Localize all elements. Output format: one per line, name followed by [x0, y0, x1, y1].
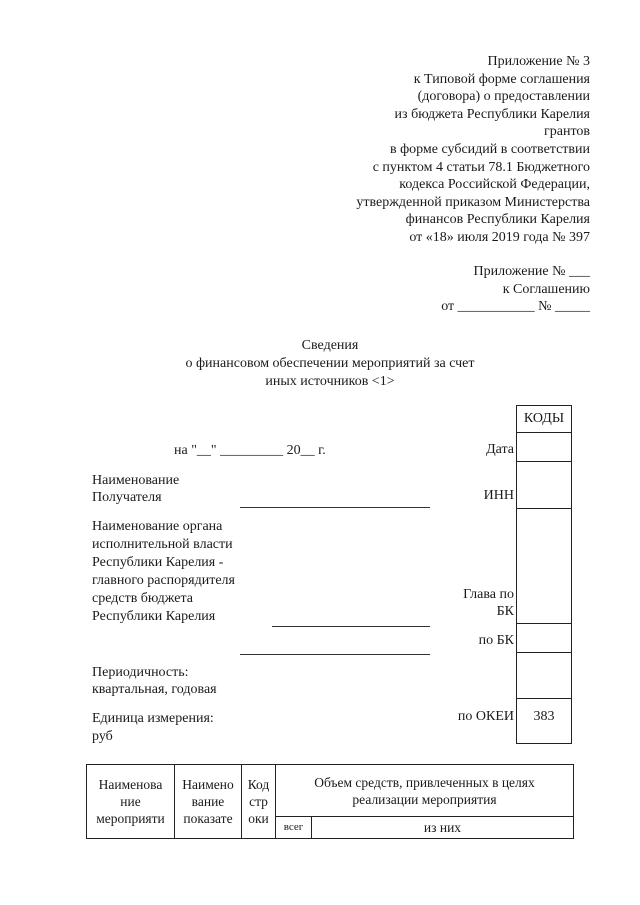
title-line-2: о финансовом обеспечении мероприятий за счет [185, 356, 475, 371]
appendix-line: грантов [544, 124, 590, 140]
authority-label-line: главного распорядителя [92, 573, 235, 588]
col-indicator-name-header: Наимено вание показате [175, 765, 242, 839]
appendix-line: с пунктом 4 статьи 78.1 Бюджетного [372, 159, 590, 175]
code-bk-cell[interactable] [516, 624, 572, 653]
authority-name-field[interactable] [272, 626, 430, 627]
inn-code-label: ИНН [483, 488, 514, 503]
col-event-name-header: Наименова ние мероприяти [87, 765, 175, 839]
unit-label-1: Единица измерения: [92, 711, 214, 726]
agreement-appendix-number: Приложение № ___ [473, 264, 590, 279]
code-date-cell[interactable] [516, 433, 572, 462]
report-date-line: на "__" _________ 20__ г. [174, 443, 326, 458]
authority-label-line: средств бюджета [92, 591, 194, 606]
recipient-label-2: Получателя [92, 490, 162, 505]
title-line-1: Сведения [301, 338, 359, 353]
periodicity-label-2: квартальная, годовая [92, 682, 217, 697]
appendix-header [290, 53, 590, 247]
periodicity-label-1: Периодичность: [92, 665, 189, 680]
authority-extra-field[interactable] [240, 654, 430, 655]
unit-label-2: руб [92, 729, 113, 744]
appendix-line: кодекса Российской Федерации, [399, 177, 590, 193]
authority-label [92, 518, 235, 626]
code-okei-cell: 383 [516, 699, 572, 744]
bk-code-label: по БК [478, 633, 514, 648]
col-total-header: всег [276, 817, 312, 839]
appendix-line: утвержденной приказом Министерства [356, 194, 590, 210]
codes-header: КОДЫ [516, 405, 572, 433]
appendix-line: из бюджета Республики Карелия [394, 106, 590, 122]
financing-table [86, 764, 574, 839]
authority-label-line: Наименование органа [92, 519, 223, 534]
chapter-code-label-1: Глава по [463, 587, 514, 602]
appendix-line: к Типовой форме соглашения [413, 71, 590, 87]
col-row-code-header: Код стр оки [242, 765, 276, 839]
code-periodicity-cell[interactable] [516, 653, 572, 699]
code-inn-cell[interactable] [516, 462, 572, 509]
appendix-line: в форме субсидий в соответствии [389, 141, 590, 157]
recipient-label-1: Наименование [92, 473, 180, 488]
date-code-label: Дата [486, 442, 514, 457]
agreement-reference [350, 263, 590, 316]
authority-label-line: исполнительной власти [92, 537, 233, 552]
recipient-name-field[interactable] [240, 507, 430, 508]
appendix-line: финансов Республики Карелия [405, 212, 590, 228]
appendix-line: (договора) о предоставлении [417, 89, 590, 105]
code-chapter-cell[interactable] [516, 509, 572, 624]
col-attracted-funds-header: Объем средств, привлеченных в целях реализации мероприятия [276, 765, 574, 817]
agreement-reference-label: к Соглашению [502, 281, 590, 297]
agreement-date-number: от ___________ № _____ [441, 299, 590, 315]
appendix-line: Приложение № 3 [487, 54, 590, 69]
authority-label-line: Республики Карелия [92, 609, 216, 624]
chapter-code-label-2: БК [496, 604, 514, 619]
appendix-line: от «18» июля 2019 года № 397 [409, 229, 590, 245]
title-line-3: иных источников <1> [265, 374, 395, 389]
okei-code-label: по ОКЕИ [457, 709, 514, 724]
col-of-which-header: из них [312, 817, 574, 839]
authority-label-line: Республики Карелия - [92, 555, 224, 570]
document-title [150, 337, 510, 391]
